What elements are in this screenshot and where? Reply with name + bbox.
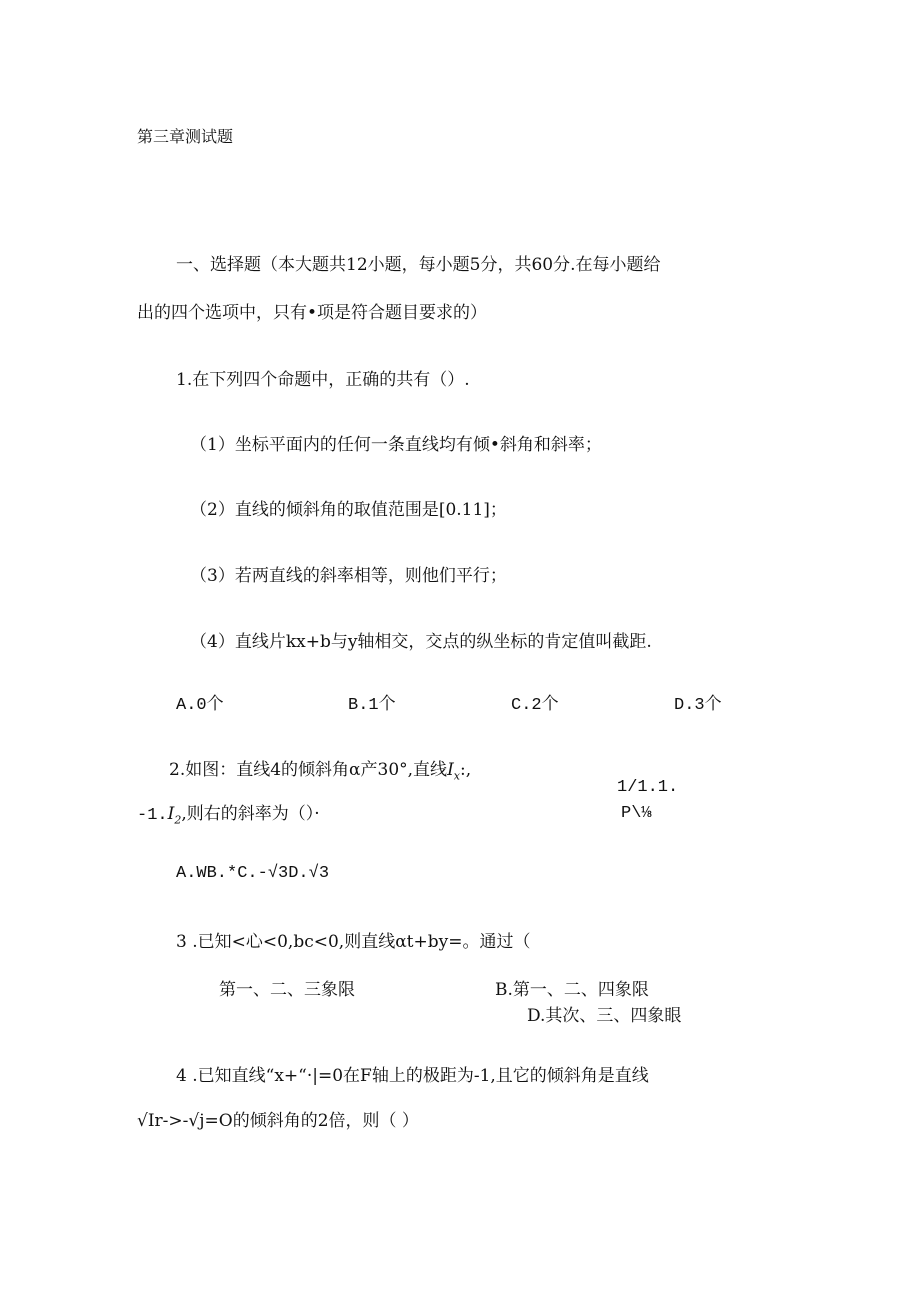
section-heading-line2: 出的四个选项中，只有•项是符合题目要求的） xyxy=(137,303,488,323)
line-variable-1-subscript: x xyxy=(453,769,460,783)
figure-label-2: P\⅛ xyxy=(621,804,652,823)
question-4-stem-line2: √Ir->-√j=O的倾斜角的2倍，则（ ） xyxy=(137,1111,419,1131)
question-1-item-3: （3）若两直线的斜率相等，则他们平行； xyxy=(190,566,507,586)
figure-label-1: 1/1.1. xyxy=(617,778,679,797)
line-variable-2: I xyxy=(167,804,175,824)
question-2-stem-tail: :, xyxy=(460,760,472,780)
question-1-item-2: （2）直线的倾斜角的取值范围是[0.11]； xyxy=(190,500,507,520)
question-2-line2-start: -1. xyxy=(137,806,168,825)
question-2-stem-line1 xyxy=(169,760,471,786)
question-1-option-b: B.1个 xyxy=(348,696,396,715)
question-4-stem-line1: 4 .已知直线“x+“·|=0在F轴上的极距为-1,且它的倾斜角是直线 xyxy=(176,1066,649,1086)
question-1-option-c: C.2个 xyxy=(511,696,559,715)
question-3-option-a: 第一、二、三象限 xyxy=(219,980,355,1000)
line-variable-1: I xyxy=(447,760,454,780)
question-1-item-1: （1）坐标平面内的任何一条直线均有倾•斜角和斜率； xyxy=(190,435,602,455)
question-2-options: A.WB.*C.-√3D.√3 xyxy=(176,864,330,883)
question-2-line2-end: ,则右的斜率为（）· xyxy=(181,804,320,824)
question-2-stem-text: 2.如图：直线4的倾斜角α产30°,直线 xyxy=(169,760,448,780)
question-3-option-b: B.第一、二、四象限 xyxy=(495,980,649,1000)
question-1-option-d: D.3个 xyxy=(674,696,722,715)
question-1-item-4: （4）直线片kx+b与y轴相交，交点的纵坐标的肯定值叫截距. xyxy=(190,632,652,652)
question-1-option-a: A.0个 xyxy=(176,696,224,715)
question-2-stem-line2 xyxy=(137,804,320,830)
question-3-option-d: D.其次、三、四象眼 xyxy=(527,1006,682,1026)
question-3-stem: 3 .已知<心<0,bc<0,则直线αt+by=。通过（ xyxy=(176,932,531,952)
line-variable-2-subscript: 2 xyxy=(174,813,182,827)
section-heading-line1: 一、选择题（本大题共12小题，每小题5分，共60分.在每小题给 xyxy=(176,255,661,275)
question-1-stem: 1.在下列四个命题中，正确的共有（）. xyxy=(176,370,470,390)
doc-title: 第三章测试题 xyxy=(137,127,234,146)
